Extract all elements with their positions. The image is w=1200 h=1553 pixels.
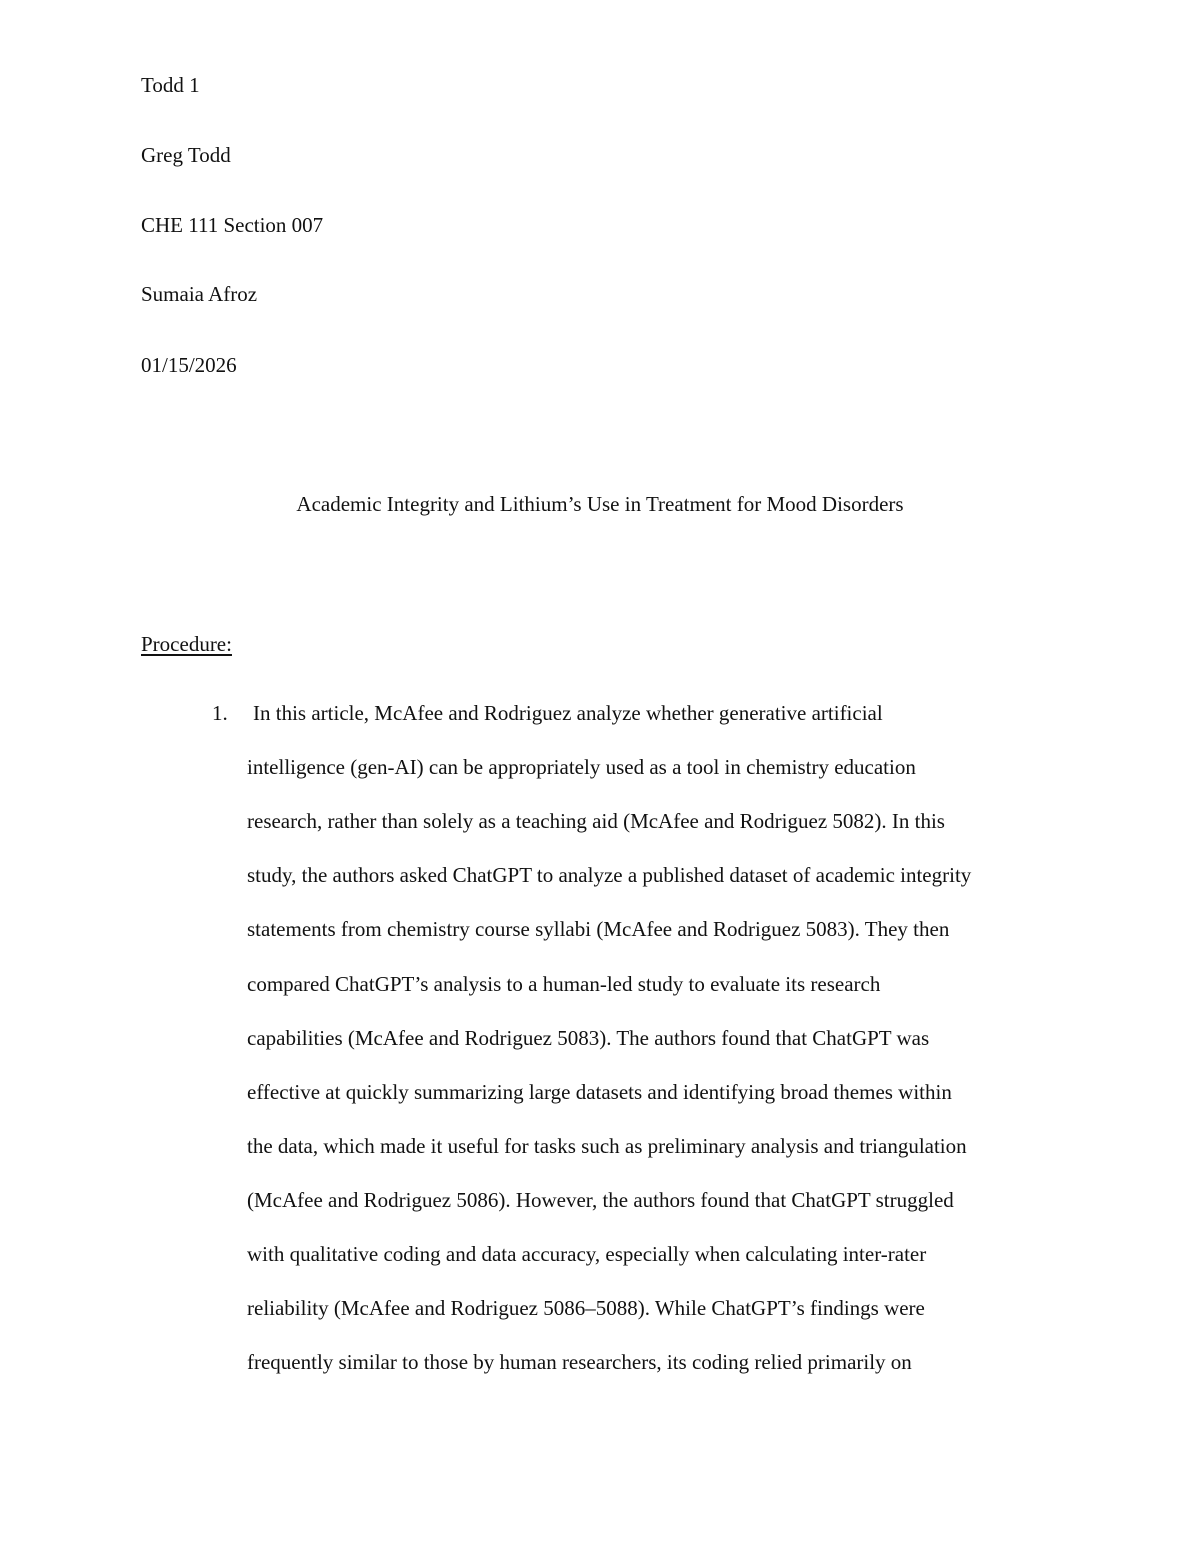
paragraph-line: effective at quickly summarizing large datasets and identifying broad themes within bbox=[247, 1080, 952, 1104]
list-item-number: 1. bbox=[212, 701, 228, 725]
paragraph-line: (McAfee and Rodriguez 5086). However, the authors found that ChatGPT struggled bbox=[247, 1188, 954, 1212]
paragraph-line: statements from chemistry course syllabi (McAfee and Rodriguez 5083). They then bbox=[247, 917, 950, 941]
section-heading: Procedure: bbox=[141, 632, 232, 656]
paragraph-line: intelligence (gen-AI) can be appropriately used as a tool in chemistry education bbox=[247, 755, 916, 779]
paragraph-line: research, rather than solely as a teaching aid (McAfee and Rodriguez 5082). In this bbox=[247, 809, 945, 833]
paragraph-line: with qualitative coding and data accuracy, especially when calculating inter-rater bbox=[247, 1242, 927, 1266]
instructor-name: Sumaia Afroz bbox=[141, 282, 258, 306]
paragraph-line: compared ChatGPT’s analysis to a human-led study to evaluate its research bbox=[247, 972, 881, 996]
running-head: Todd 1 bbox=[141, 73, 200, 97]
paragraph-line: the data, which made it useful for tasks such as preliminary analysis and triangulation bbox=[247, 1134, 967, 1158]
student-name: Greg Todd bbox=[141, 143, 231, 167]
course-name: CHE 111 Section 007 bbox=[141, 213, 324, 237]
paragraph-line: study, the authors asked ChatGPT to analyze a published dataset of academic integrity bbox=[247, 863, 972, 887]
paragraph-line: In this article, McAfee and Rodriguez analyze whether generative artificial bbox=[253, 701, 883, 725]
paragraph-line: capabilities (McAfee and Rodriguez 5083). The authors found that ChatGPT was bbox=[247, 1026, 930, 1050]
paragraph-line: reliability (McAfee and Rodriguez 5086–5088). While ChatGPT’s findings were bbox=[247, 1296, 925, 1320]
document-title: Academic Integrity and Lithium’s Use in Treatment for Mood Disorders bbox=[296, 492, 904, 516]
paragraph-line: frequently similar to those by human researchers, its coding relied primarily on bbox=[247, 1350, 912, 1374]
document-date: 01/15/2026 bbox=[141, 353, 237, 377]
